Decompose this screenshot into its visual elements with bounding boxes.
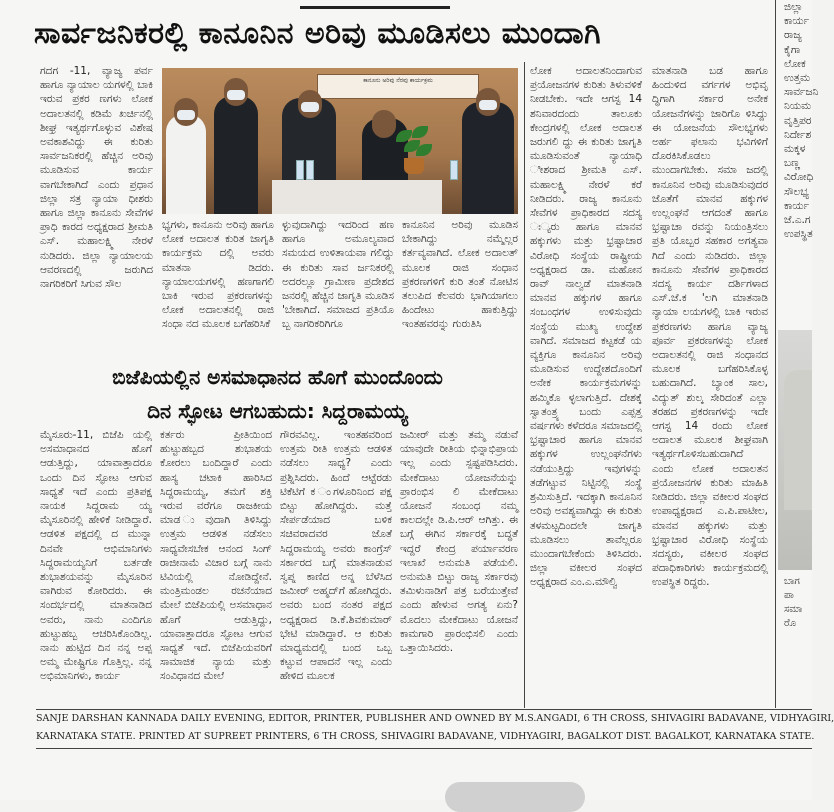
photo-mask xyxy=(177,110,195,120)
photo-person xyxy=(214,96,258,214)
article2-text-col2: ಕರ್ತರು ಪ್ರೀತಿಯಿಂದ ಹುಟ್ಟುಹಬ್ಬದ ಶುಭಾಶಯ ಕೋರಲು ಬಂದಿದ್ದಾರೆ ಎಂದು ಹಾಸ್ಯ ಚಟಾಕಿ ಹಾರಿಸಿದ ಸಿದ್ದರಾಮಯ್ಯ, ತಮಗೆ ಶಕ್ತಿ ಇರುವ ವರೆಗೂ ರಾಜಕೀಯ ಮಾಡ ುವುದಾಗಿ ತಿಳಿಸಿದ್ದು ಉತ್ತಮ ಆಡಳಿತ ನಡೆಸಲು ಸಾಧ್ಯವೇಸಬೇಕ ಆನಂದ ಸಿಂಗ್ ರಾಜೀನಾಮೆ ವಿಚಾರ ಬಗ್ಗೆ ನಾನು ಟಿವಿಯಲ್ಲಿ ನೋಡಿದ್ದೇನೆ. ಮಂತ್ರಿಮಂಡಲ ರಚನೆಯಾದ ಮೇಲೆ ಬಿಜೆಪಿಯಲ್ಲಿ ಅಸಮಾಧಾನ ಹೊಗೆ ಆಡುತ್ತಿದ್ದು, ಯಾವಾತ್ತಾದರೂ ಸ್ಫೋಟ ಆಗುವ ಸಾಧ್ಯತೆ ಇದೆ. ಬಿಜೆಪಿಯವರಿಗೆ ಸಾಮಾಜಿಕ ನ್ಯಾಯ ಮತ್ತು ಸಂವಿಧಾನದ ಮೇಲೆ xyxy=(160,429,272,683)
photo-person xyxy=(166,114,206,214)
article1-column5 xyxy=(530,64,642,706)
article1-text-col6: ಮಾತನಾಡಿ ಬಡ ಹಾಗೂ ಹಿಂದುಳಿದ ವರ್ಗಗಳ ಅಭಿವೃ ದ್ಧಿಗಾಗಿ ಸರ್ಕಾರ ಅನೇಕ ಯೋಜನೆಗಳನ್ನು ಜಾರಿಗೊ ಳಿಸಿದ್ದು ಈ ಯೋಜನೆಯ ಸೌಲಭ್ಯಗಳು ಅರ್ಹ ಫಲಾನು ಭವಿಗಳಿಗೆ ದೊರಕಿಸಿಕೊಡಲು ಮುಂದಾಗಬೇಕು. ಸಮಾ ಜದಲ್ಲಿ ಕಾನೂನಿನ ಅರಿವು ಮೂಡಿಸುವುದರ ಜೊತೆಗೆ ಮಾನವ ಹಕ್ಕುಗಳ ಉಲ್ಲಂಘನೆ ಆಗದಂತೆ ಹಾಗೂ ಭ್ರಷ್ಟಾಚಾ ರವನ್ನು ನಿಯಂತ್ರಿಸಲು ಪ್ರತಿ ಯೊಬ್ಬರ ಸಹಕಾರ ಅಗತ್ಯವಾ ಗಿದೆ ಎಂದು ನುಡಿದರು. ಜಿಲ್ಲಾ ಕಾನೂನು ಸೇವೆಗಳ ಪ್ರಾಧಿಕಾರದ ಸದಸ್ಯ ಕಾರ್ಯ ದರ್ಶಿಗಳಾದ ಎಸ್.ಜೆ.ಕ 'ಲಗಿ ಮಾತನಾಡಿ ನ್ಯಾಯಾ ಲಯಗಳಲ್ಲಿ ಬಾಕಿ ಇರುವ ಪ್ರಕರಣಗಳು ಹಾಗೂ ವ್ಯಾಜ್ಯ ಪೂರ್ವ ಪ್ರಕರಣಗಳನ್ನು ಲೋಕ ಅದಾಲತನಲ್ಲಿ ರಾಜಿ ಸಂಧಾನದ ಮೂಲಕ ಬಗೆಹರಿಸಿಕೊಳ್ಳ ಬಹುದಾಗಿದೆ. ಬ್ಯಾಂಕ ಸಾಲ, ವಿದ್ಯುತ್ ಶುಲ್ಕ ಸೇರಿದಂತೆ ಎಲ್ಲಾ ತರಹದ ಪ್ರಕರಣಗಳನ್ನು ಇದೇ ಆಗಸ್ಟ 14 ರಂದು ಲೋಕ ಅದಾಲತ ಮೂಲಕ ಶೀಘ್ರವಾಗಿ ಇತ್ಯರ್ಥಗೊಳಿಸಬಹುದಾಗಿದೆ ಎಂದು ಲೋಕ ಅದಾಲತನ ಪ್ರಯೋಜನಗಳ ಕುರಿತು ಮಾಹಿತಿ ನೀಡಿದರು. ಜಿಲ್ಲಾ ವಕೀಲರ ಸಂಘದ ಉಪಾಧ್ಯಕ್ಷರಾದ ಎ.ಪಿ.ಪಾಟೀಲ, ಮಾನವ ಹಕ್ಕುಗಳು ಮತ್ತು ಭ್ರಷ್ಟಾಚಾರ ವಿರೋಧಿ ಸಂಸ್ಥೆಯ ಸದಸ್ಯರು, ವಕೀಲರ ಸಂಘದ ಪದಾಧಿಕಾರಿಗಳು ಕಾರ್ಯಕ್ರಮದಲ್ಲಿ ಉಪಸ್ಥಿತ ರಿದ್ದರು. xyxy=(652,65,768,589)
article2-column2 xyxy=(160,428,272,706)
secondary-headline-line2: ದಿನ ಸ್ಫೋಟ ಆಗಬಹುದು: ಸಿದ್ದರಾಮಯ್ಯ xyxy=(147,399,408,423)
article2-text-col4: ಜಮೀರ್ ಮತ್ತು ತಮ್ಮ ನಡುವೆ ಯಾವುದೇ ರೀತಿಯ ಭಿನ್ನಾಭಿಪ್ರಾಯ ಇಲ್ಲ ಎಂದು ಸ್ಪಷ್ಟಪಡಿಸಿದರು. ಮೇಕೆದಾಟು ಯೋಜನೆಯನ್ನು ಪ್ರಾರಂಭಿಸ ಲಿ ಮೇಕೆದಾಟು ಯೋಜನೆ ಸಂಬಂಧ ನಮ್ಮ ಕಾಲದಲ್ಲೇ ಡಿ.ಪಿ.ಆರ್ ಆಗಿತ್ತು. ಈ ಬಗ್ಗೆ ಈಗಿನ ಸರ್ಕಾರಕ್ಕೆ ಬದ್ಧತೆ ಇದ್ದರೆ ಕೇಂದ್ರ ಪರ್ಯಾವರಣ ಇಲಾಖೆ ಅನುಮತಿ ಪಡೆಯಲಿ. ಅನುಮತಿ ಬಿಟ್ಟು ರಾಜ್ಯ ಸರ್ಕಾರವು ತಮಿಳುನಾಡಿಗೆ ಪತ್ರ ಬರೆಯುತ್ತೇವೆ ಎಂದು ಹೇಳುವ ಅಗತ್ಯ ಏನು? ಮೊದಲು ಮೇಕೆದಾಟು ಯೋಜನೆ ಕಾಮಗಾರಿ ಪ್ರಾರಂಭಿಸಲಿ ಎಂದು ಒತ್ತಾಯಿಸಿದರು. xyxy=(400,429,518,655)
photo-banner: ಕಾನೂನು ಅರಿವು ನೆರವು ಕಾರ್ಯಕ್ರಮ xyxy=(317,74,479,99)
photo-person xyxy=(462,102,514,214)
imprint-footer xyxy=(36,709,834,749)
article1-column4 xyxy=(402,218,518,356)
photo-mask xyxy=(479,100,497,110)
article2-text-col3: ಗೌರವವಿಲ್ಲ. ಇಂತಹವರಿಂದ ಉತ್ತಮ ರೀತಿ ಉತ್ತಮ ಆಡಳಿತ ನಡೆಸಲು ಸಾಧ್ಯ? ಎಂದು ಪ್ರಶ್ನಿಸಿದರು. ಹಿಂದೆ ಆಟ್ಟೆರಡು ಟಿಕೆಟಿಗೆ ಕ ಂಗಳೂರಿನಿಂದ ಪಕ್ಷ ಬಿಟ್ಟು ಹೋಗಿದ್ದರು. ಮತ್ತೆ ಸೇರ್ಪಡೆಯಾದ ಬಳಿಕ ಸಚಿವರಾದವರ ಜೊತೆ ಸಿದ್ದರಾಮಯ್ಯ ಅವರು ಕಾಂಗ್ರೆಸ್ ಸರ್ಕಾರದ ಬಗ್ಗೆ ಮಾತನಾಡುವ ಸ್ವಪ್ನ ಕಾಣಿದ ಅನ್ನ ಬೆಳೆಸಿದ ಜಮೀರ್ ಅಹ್ಮದ್‌ಗೆ ಹೋಗಿದ್ದರು. ಅವರು ಬಂದ ನಂತರ ಪಕ್ಷದ ಅಧ್ಯಕ್ಷರಾದ ಡಿ.ಕೆ.ಶಿವಕುಮಾರ್ ಭೇಟಿ ಮಾಡಿದ್ದಾರೆ. ಆ ಕುರಿತು ಮಾಧ್ಯಮದಲ್ಲಿ ಬಂದ ಒಬ್ಬ ಕಟ್ಟುವ ಆಪಾದನೆ ಇಲ್ಲ ಎಂದು ಹೇಳಿದ ಮೂಲಕ xyxy=(280,429,392,683)
imprint-line2: KARNATAKA STATE. PRINTED AT SUPREET PRINTERS, 6 TH CROSS, SHIVAGIRI BADAVANE, VIDHYAGIRI, BAGALKOT DIST. BAGALKOT, KARNATAKA STATE. xyxy=(36,731,815,742)
article1-column3 xyxy=(282,218,394,356)
article1-text-col3: ಳ್ಳುವುದಾಗಿದ್ದು ಇದರಿಂದ ಹಣ ಹಾಗೂ ಅಮೂಲ್ಯವಾದ ಸಮಯದ ಉಳಿತಾಯವಾ ಗಲಿದ್ದು ಈ ಕುರಿತು ಸಾವ ರ್ಜನಿಕರಲ್ಲಿ ಅದರಲ್ಲೂ ಗ್ರಾಮೀಣ ಪ್ರದೇಶದ ಜನರಲ್ಲಿ ಹೆಚ್ಚಿನ ಜಾಗೃತಿ ಮೂಡಿಸ 'ಬೇಕಾಗಿದೆ. ಸಮಾಜದ ಪ್ರತಿಯೊ ಬ್ಬ ನಾಗರಿಕರಿಗಿಗೂ xyxy=(282,219,394,331)
water-bottle xyxy=(306,160,314,180)
column-divider xyxy=(524,62,525,708)
potted-plant xyxy=(394,126,434,170)
home-indicator-bar[interactable] xyxy=(445,782,585,812)
secondary-headline xyxy=(40,360,515,428)
imprint-line1: SANJE DARSHAN KANNADA DAILY EVENING, EDITOR, PRINTER, PUBLISHER AND OWNED BY M.S.ANGADI, 6 TH CROSS, SHIVAGIRI BADAVANE, VIDHYAGIRI, xyxy=(36,713,834,724)
secondary-headline-line1: ಬಿಜೆಪಿಯಲ್ಲಿನ ಅಸಮಾಧಾನದ ಹೊಗೆ ಮುಂದೊಂದು xyxy=(112,365,443,389)
article2-column4 xyxy=(400,428,518,706)
article1-column6 xyxy=(652,64,768,706)
adjacent-article-photo xyxy=(778,330,812,570)
water-bottle xyxy=(450,160,458,180)
article1-text-col4: ಕಾನೂನಿನ ಅರಿವು ಮೂಡಿಸ ಬೇಕಾಗಿದ್ದು ನಮ್ಮೆಲ್ಲರ ಕರ್ತವ್ಯವಾಗಿದೆ. ಲೋಕ ಅದಾಲತ್ ಮೂಲಕ ರಾಜಿ ಸಂಧಾನ ಪ್ರಕರಣಗಳಿಗೆ ಕುರಿ ತಂತೆ ನೋಟಿಸ ತಲುಪಿದ ಕೆಲವರು ಭಾಗಿಯಾಗಲು ಹಿಂದೇಟು ಹಾಕುತ್ತಿದ್ದು ಇಂತಹವರನ್ನು ಗುರುತಿಸಿ xyxy=(402,219,518,331)
article2-column3 xyxy=(280,428,392,706)
adjacent-photo-caption: ಬಾಗ ಪಾ ಸಮಾ ರೊ xyxy=(784,576,803,629)
water-bottle xyxy=(296,160,304,180)
article2-text-col1: ಮೈಸೂರು-11, ಬಿಜೆಪಿ ಯಲ್ಲಿ ಅಸಮಾಧಾನದ ಹೊಗೆ ಆಡುತ್ತಿದ್ದು, ಯಾವಾತ್ತಾದರೂ ಒಂದು ದಿನ ಸ್ಫೋಟ ಆಗುವ ಸಾಧ್ಯತೆ ಇದೆ ಎಂದು ಪ್ರತಿಪಕ್ಷ ನಾಯಕ ಸಿದ್ದರಾಮ ಯ್ಯ ಮೈಸೂರಿನಲ್ಲಿ ಹೇಳಿಕೆ ನೀಡಿದ್ದಾರೆ. ಆಡಳಿತ ಪಕ್ಷದಲ್ಲಿ ದ ಮುನ್ನಾ ದಿನವೇ ಆಭಿಮಾನಿಗಳು ಸಿದ್ದರಾಮಯ್ಯನಿಗೆ ಬರ್ತಡೇ ಶುಭಾಶಯವನ್ನು ಮೈಸೂರಿನ ವಾಗಿರುವ ಕೋರಿದರು. ಈ ಸಂದರ್ಭದಲ್ಲಿ ಮಾತನಾಡಿದ ಅವರು, ನಾನು ಎಂದಿಗೂ ಹುಟ್ಟುಹಬ್ಬ ಆಚರಿಸಿಕೊಂಡಿಲ್ಲ. ನಾನು ಹುಟ್ಟಿದ ದಿನ ನನ್ನ ಅಪ್ಪ ಅಮ್ಮ ಮೇಷ್ಟ್ರಿಗೂ ಗೊತ್ತಿಲ್ಲ. ನನ್ನ ಅಭಿಮಾನಿಗಳು, ಕಾರ್ಯ xyxy=(40,429,152,683)
adjacent-article-column xyxy=(784,0,819,325)
adjacent-article-text: ಜಿಲ್ಲಾ ಕಾರ್ಯ ರಾಜ್ಯ ಕೈಗಾ ಲೋಕ ಉತ್ತಮ ಸಾರ್ವಜನಿ ನಿಯಮ ವೃತ್ತಿಪರ ನಿರ್ದೇಶ ಮಕ್ಕಳ ಬಣ್ಣ ವಿರೋಧಿ ಸೌಲಭ್ಯ ಕಾರ್ಯ ಜೆ.ಎ.ಗ ಉಪಸ್ಥಿತ xyxy=(784,1,819,241)
article1-text-col1: ಗದಗ -11, ವ್ಯಾಜ್ಯ ಪರ್ವ ಹಾಗೂ ನ್ಯಾಯಾಲ ಯಗಳಲ್ಲಿ ಬಾಕಿ ಇರುವ ಪ್ರಕರ ಣಗಳು ಲೋಕ ಅದಾಲತನಲ್ಲಿ ಕಡಿಮೆ ಖರ್ಚಿನಲ್ಲಿ ಶೀಘ್ರ ಇತ್ಯರ್ಥಗೊಳ್ಳುವ ವಿಶೇಷ ಅವಕಾಶವಿದ್ದು ಈ ಕುರಿತು ಸಾರ್ವಜನಿಕರಲ್ಲಿ ಹೆಚ್ಚಿನ ಅರಿವು ಮೂಡಿಸುವ ಕಾರ್ಯ ವಾಗಬೇಕಾಗಿದೆ ಎಂದು ಪ್ರಧಾನ ಜಿಲ್ಲಾ ಸತ್ರ ನ್ಯಾಯಾ ಧೀಶರು ಹಾಗೂ ಜಿಲ್ಲಾ ಕಾನೂನು ಸೇವೆಗಳ ಪ್ರಾಧಿ ಕಾರದ ಅಧ್ಯಕ್ಷರಾದ ಶ್ರೀಮತಿ ಎಸ್. ಮಹಾಲಕ್ಷ್ಮಿ ನೇರಳೆ ನುಡಿದರು. ಜಿಲ್ಲಾ ನ್ಯಾಯಾಲಯ ಆವರಣದಲ್ಲಿ ಜರುಗಿದ ನಾಗರಿಕರಿಗೆ ಸಿಗುವ ಸೌಲ xyxy=(40,65,153,291)
photo-mask xyxy=(301,102,319,112)
article2-column1 xyxy=(40,428,152,706)
article1-text-col2: ಭ್ಯಗಳು, ಕಾನೂನು ಅರಿವು ಹಾಗೂ ಲೋಕ ಅದಾಲತ ಕುರಿತ ಜಾಗೃತಿ ಕಾರ್ಯಕ್ರಮ ದಲ್ಲಿ ಅವರು ಮಾತನಾ ಡಿದರು. ನ್ಯಾಯಾಲಯಗಳಲ್ಲಿ ಹಣಗಾಗಲಿ ಬಾಕಿ ಇರುವ ಪ್ರಕರಣಗಳನ್ನು ಲೋಕ ಅದಾಲತನಲ್ಲಿ ರಾಜಿ ಸಂಧಾ ನದ ಮೂಲಕ ಬಗೆಹರಿಸಿಕೆ xyxy=(162,219,274,331)
cut-off-headline-strip xyxy=(300,0,470,12)
photo-mask xyxy=(227,90,245,100)
column-divider xyxy=(775,0,776,708)
main-headline: ಸಾರ್ವಜನಿಕರಲ್ಲಿ ಕಾನೂನಿನ ಅರಿವು ಮೂಡಿಸಲು ಮುಂದಾಗಿ xyxy=(34,16,602,51)
article1-column1 xyxy=(40,64,153,356)
photo-table xyxy=(272,180,442,214)
article1-text-col5: ಲೋಕ ಅದಾಲತನಿಂದಾಗುವ ಪ್ರಯೋಜನಗಳ ಕುರಿತು ತಿಳುವಳಿಕೆ ನೀಡಬೇಕು. ಇದೇ ಆಗಸ್ಟ 14 ಶನಿವಾರದಂದು ತಾಲೂಕು ಕೇಂದ್ರಗಳಲ್ಲಿ ಲೋಕ ಅದಾಲತ ಜರುಗಲಿ ದ್ದು ಈ ಕುರಿತು ಜಾಗೃತಿ ಮೂಡಿಸುವಂತೆ ನ್ಯಾಯಾಧಿ ೀಶರಾದ ಶ್ರೀಮತಿ ಎಸ್. ಮಹಾಲಕ್ಷ್ಮಿ ನೇರಳೆ ಕರೆ ನೀಡಿದರು. ರಾಜ್ಯ ಕಾನೂನು ಸೇವೆಗಳ ಪ್ರಾಧಿಕಾರದ ಸದಸ್ಯ ಃ್ಯರು ಹಾಗೂ ಮಾನವ ಹಕ್ಕುಗಳು ಮತ್ತು ಭ್ರಷ್ಟಾಚಾರ ವಿರೋಧಿ ಸಂಸ್ಥೆಯ ರಾಷ್ಟ್ರೀಯ ಅಧ್ಯಕ್ಷರಾದ ಡಾ. ಮಹೋನ ರಾವ್ ನಾಲ್ವಡೆ ಮಾತನಾಡಿ ಮಾನವ ಹಕ್ಕುಗಳ ಹಾಗೂ ಸಂಬಂಧಗಳ ಉಳಿಸುವುದು ಸಂಸ್ಥೆಯ ಮುಖ್ಯ ಉದ್ದೇಶ ವಾಗಿದೆ. ಸಮಾಜದ ಕಟ್ಟಕಡೆ ಯ ವ್ಯಕ್ತಿಗೂ ಕಾನೂನಿನ ಅರಿವು ಮೂಡಿಸುವ ಉದ್ದೇಶದೊಂದಿಗೆ ಅನೇಕ ಕಾರ್ಯಕ್ರಮಗಳನ್ನು ಹಮ್ಮಿಕೊ ಳ್ಳಲಾಗುತ್ತಿದೆ. ದೇಶಕ್ಕೆ ಸ್ವಾತಂತ್ರ್ಯ ಬಂದು ಎಪ್ಪತ್ತ ವರ್ಷಗಳು ಕಳೆದರೂ ಸಮಾಜದಲ್ಲಿ ಭ್ರಷ್ಟಾಚಾರ ಹಾಗೂ ಮಾನವ ಹಕ್ಕುಗಳ ಉಲ್ಲಂಘನೆಗಳು ನಡೆಯುತ್ತಿದ್ದು ಇವುಗಳನ್ನು ತಡೆಗಟ್ಟುವ ನಿಟ್ಟಿನಲ್ಲಿ ಸಂಸ್ಥೆ ಶ್ರಮಿಸುತ್ತಿದೆ. ಇದಕ್ಕಾಗಿ ಕಾನೂನಿನ ಅರಿವು ಅವಶ್ಯವಾಗಿದ್ದು ಈ ಕುರಿತು ತಳಮಟ್ಟದಿಂದಲೇ ಜಾಗೃತಿ ಮೂಡಿಸಲು ತಾವೆಲ್ಲರೂ ಮುಂದಾಗಬೇಕೆಂದು ತಿಳಿಸಿದರು. ಜಿಲ್ಲಾ ವಕೀಲರ ಸಂಘದ ಅಧ್ಯಕ್ಷರಾದ ಎಂ.ಎ.ಮೌಲ್ವಿ xyxy=(530,65,642,589)
photo-person-head xyxy=(372,110,396,138)
event-photo xyxy=(162,68,518,214)
article1-column2 xyxy=(162,218,274,356)
